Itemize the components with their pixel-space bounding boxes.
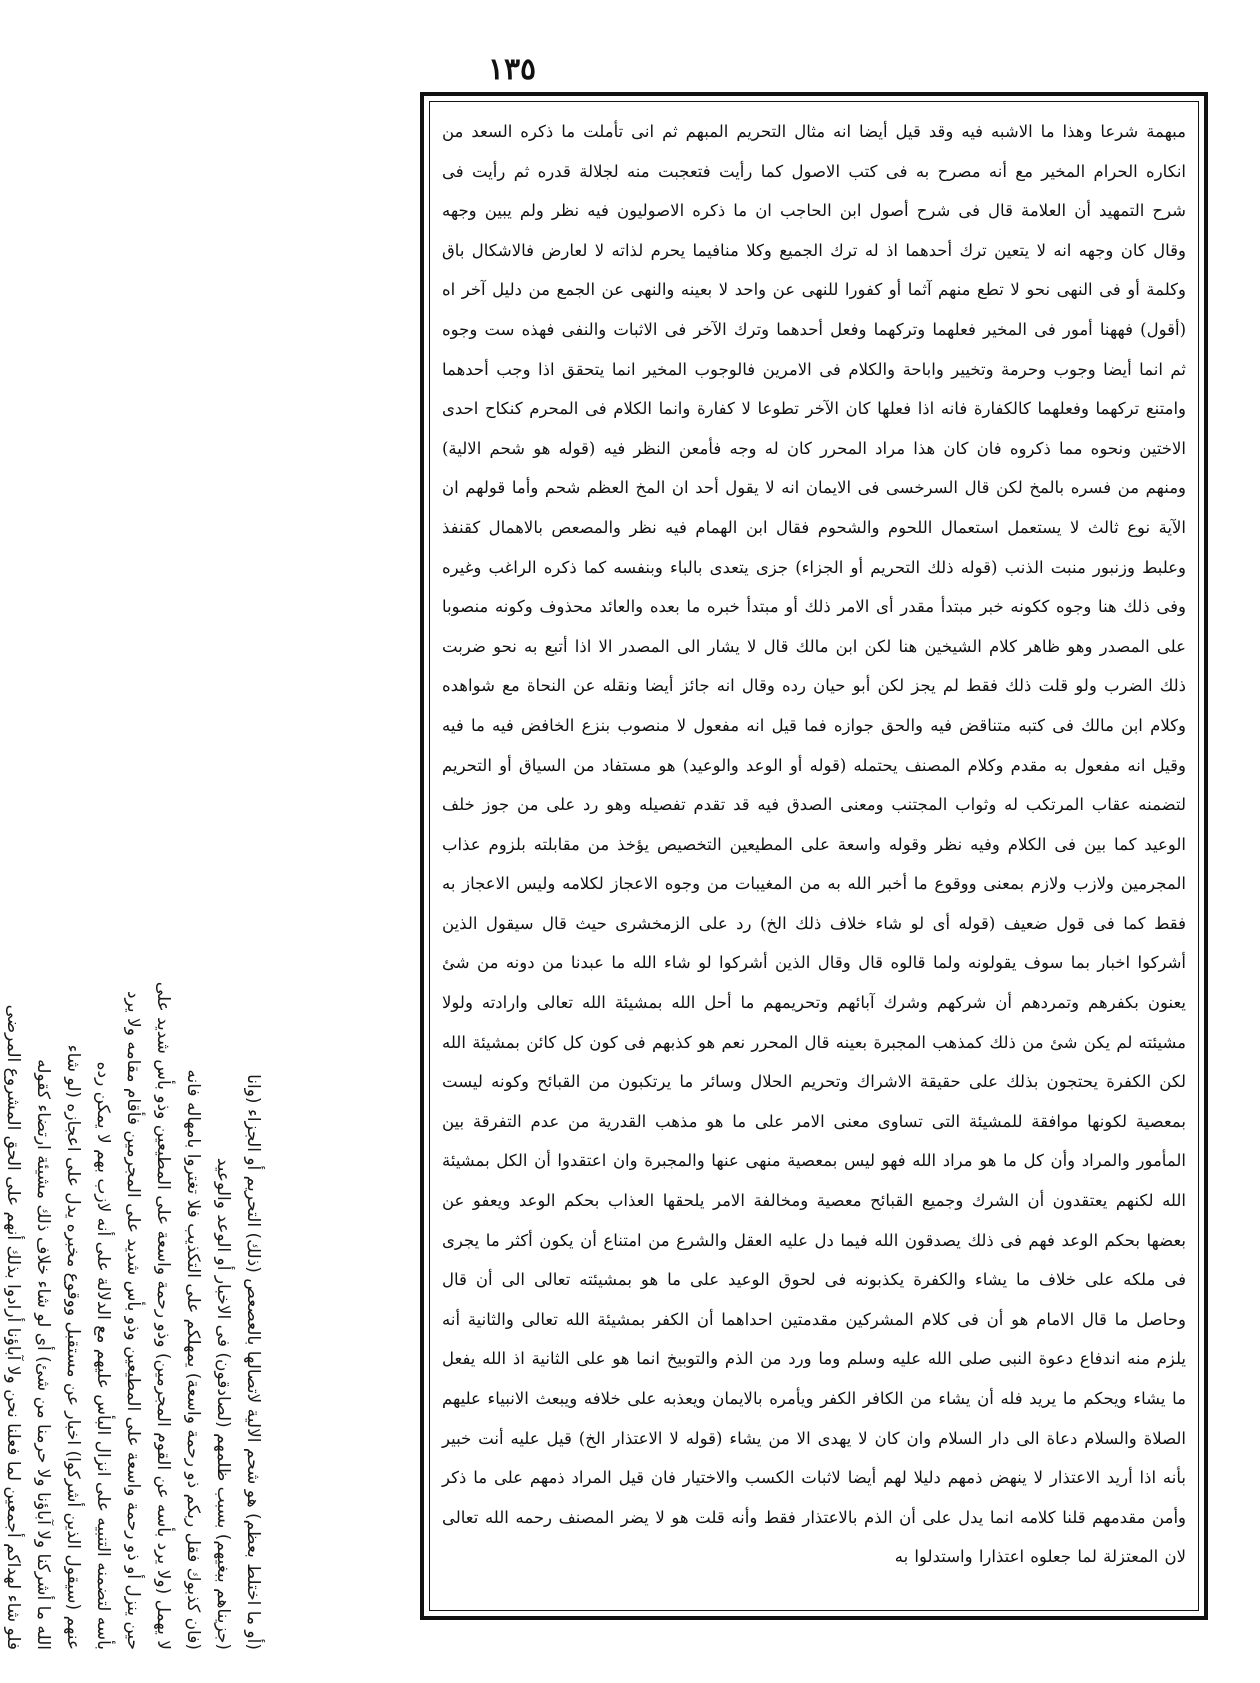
main-text-frame — [420, 92, 1208, 1620]
main-text-line: ما أخبر الله به من المغيبات من وجوه الاعجاز لكلامه وليس الاعجاز به فقط كما فى قول ضعيف (قوله — [442, 874, 1186, 933]
main-text-line: يقولونه ولما قالوه قال وقال الذين أشركوا لو شاء الله ما عبدنا من دونه من شئ يعنون بكفرهم — [442, 953, 1186, 1013]
main-text-line: هو على الثانية اذ الله يفعل ما يشاء ويحكم ما يريد فله أن يشاء من الكافر الكفر ويأمره بالايمان ويعذبه — [442, 1349, 1186, 1408]
margin-note-line: عنهم (سيقول الذين أشركوا) اخبار عن مستقبل ووقوع مخبره يدل على اعجازه (لو شاء — [63, 1044, 83, 1650]
main-text-line: المجتنب ومعنى الصدق فيه قد تقدم تفصيله وهو رد على من جوز خلف الوعيد كما بين فى الكلام وفيه نظر — [442, 795, 1186, 854]
main-text-line: آخر اه (أقول) فههنا أمور فى المخير فعلهما وتركهما وفعل أحدهما وترك الآخر فى الاثبات والنفى — [442, 280, 1187, 339]
main-text-line: يتحقق اذا وجب أحدهما وامتنع تركهما وفعلهما كالكفارة فانه اذا فعلها كان الآخر تطوعا لا كفارة — [442, 359, 1187, 419]
main-text-line: الهمام فيه نظر والمصعص بالاهمال كقنفذ وعلبط وزنبور منبت الذنب (قوله ذلك التحريم أو الجزاء) — [442, 517, 1186, 577]
main-text-line: أحد ان المخ العظم شحم وأما قولهم ان الآية نوع ثالث لا يستعمل استعمال اللحوم والشحوم فقال ابن — [442, 478, 1186, 537]
margin-note-line: لا يهمل (ولا يرد بأسه عن القوم المجرمين) وذو رحمة واسعة على المطيعين وذو بأس شديد على — [153, 981, 173, 1650]
main-text-line: من ذلك كمذهب المجبرة بعينه قال المحرر نعم هو كذبهم فى كون كل كائن بمشيئة الله لكن الكفرة — [442, 1032, 1186, 1092]
main-text-line: الله لكنهم يعتقدون أن الشرك وجميع القبائح معصية ومخالفة الامر يلحقها العذاب بحكم الوعد — [510, 1191, 1186, 1211]
main-text-line: والمراد وأن كل ما هو مراد الله فهو ليس بمعصية منهى عنها والمجبرة وان اعتقدوا أن الكل بمشيئة — [442, 1151, 1130, 1171]
main-text-line: الامر ذلك أو مبتدأ خبره ما بعده والعائد محذوف وكونه منصوبا على المصدر وهو ظاهر كلام الشيخين — [442, 597, 1186, 656]
main-text-line: مبهمة شرعا وهذا ما الاشبه فيه وقد قيل أيضا انه مثال التحريم المبهم ثم انى تأملت ما ذكره السعد من — [442, 122, 1186, 141]
main-text-line: أبو حيان رده وقال انه جائز أيضا ونقله عن النحاة مع شواهده وكلام ابن مالك فى كتبه متناقض فيه والحق — [442, 676, 1186, 735]
main-text-line: وقوله واسعة على المطيعين التخصيص يؤخذ من مقابلته بلزوم عذاب المجرمين ولازب ولازم بمعنى ووقوع — [442, 834, 1186, 894]
margin-note-line: حين ينزل أو ذو رحمة واسعة على المطيعين وذو بأس شديد على المجرمين فأقام مقامه ولا يرد — [123, 990, 143, 1650]
main-text-line: وانما الكلام فى المحرم كنكاح احدى الاختين ونحوه مما ذكروه فان كان هذا مراد المحرر كان له وجه — [442, 399, 1187, 458]
main-text-line: يكون أكثر ما يجرى فى ملكه على خلاف ما يشاء والكفرة يكذبونه فى لحوق الوعيد على ما هو بمشيئته — [442, 1230, 1186, 1290]
main-text-line: تعالى الى أن قال وحاصل ما قال الامام هو أن فى كلام المشركين مقدمتين احداهما أن الكفر بمشيئة — [442, 1270, 1186, 1329]
main-text-line: هنا لكن ابن مالك قال لا يشار الى المصدر الا اذا أتبع به نحو ضربت ذلك الضرب ولو قلت ذلك فقط لم يجز لكن — [442, 636, 1186, 696]
main-text-line: الذم بالاعتذار فقط وأنه قلت هو لا يضر المصنف رحمه الله تعالى لان المعتزلة لما جعلوه اعتذارا واستدلوا به — [442, 1507, 1186, 1567]
main-text-line: لكونها موافقة للمشيئة التى تساوى معنى الامر على ما هو مذهب القدرية من عدم التفرقة بين المأمور — [442, 1111, 1186, 1171]
main-text-line: وتمردهم أن شركهم وشرك آبائهم وتحريمهم ما أحل الله بمشيئة الله تعالى وارادته ولولا مشيئته لم يكن شئ — [442, 993, 1187, 1052]
main-text-line: يحتمله (قوله أو الوعد والوعيد) هو مستفاد من السياق أو التحريم لتضمنه عقاب المرتكب له وثواب — [442, 755, 1186, 815]
page-number: ١٣٥ — [487, 52, 537, 87]
main-text-frame-inner — [429, 101, 1199, 1611]
main-text-line: ويعفو عن بعضها بحكم الوعد فهم فى ذلك يصدقون الله فيما دل عليه العقل والشرع من امتناع أن — [442, 1191, 1186, 1250]
main-text-body — [442, 112, 1186, 1577]
main-text-line: جزى يتعدى بالباء وبنفسه كما ذكره الراغب وغيره وفى ذلك هنا وجوه ككونه خبر مبتدأ مقدر أى — [442, 557, 1187, 617]
margin-note — [3, 300, 268, 1650]
main-text-line: جوازه فما قيل انه مفعول لا منصوب بنزع الخافض فيه ما فيه وقيل انه مفعول به مقدم وكلام المصنف — [442, 715, 1186, 775]
main-text-line: أى لو شاء خلاف ذلك الخ) رد على الزمخشرى حيث قال سيقول الذين أشركوا اخبار بما سوف — [442, 913, 1187, 973]
main-text-line: فهذه ست وجوه ثم انما أيضا وجوب وحرمة وتخيير واباحة والكلام فى الامرين فالوجوب المخير انما — [442, 319, 1186, 379]
margin-note-line: بأسه لتضمنه التنبيه على انزال البأس عليهم مع الدلالة على أنه لازب بهم لا يمكن رده — [93, 1061, 113, 1650]
main-text-line: انكاره الحرام المخير مع أنه مصرح به فى كتب الاصول كما رأيت فتعجبت منه لجلالة قدره ثم رأيت فى — [442, 161, 1186, 181]
main-text-line: باق وكلمة أو فى النهى نحو لا تطع منهم آثما أو كفورا للنهى عن واحد لا بعينه والنهى عن الجمع من دليل — [442, 240, 1186, 300]
margin-note-line: الله ما أشركنا ولا آباؤنا ولا حرمنا من شئ) أى لو شاء خلاف ذلك مشيئة ارتضاء كقوله — [33, 1059, 53, 1650]
margin-note-line: (أو ما اختلط بعظم) هو شحم الالية لاتصالها بالعصعص (ذلك) التحريم أو الجزاء (وانا — [243, 1074, 263, 1650]
main-text-line: فأمعن النظر فيه (قوله هو شحم الالية) ومنهم من فسره بالمخ لكن قال السرخسى فى الايمان انه لا يقول — [442, 438, 1186, 498]
margin-note-line: (فان كذبوك فقل ربكم ذو رحمة واسعة) يمهلكم على التكذيب فلا تغتروا بامهاله فانه — [183, 1069, 203, 1650]
main-text-line: (قوله لا الاعتذار الخ) قيل عليه أنت خبير بأنه اذا أريد الاعتذار لا ينهض ذمهم دليلا لهم أيضا — [442, 1428, 1186, 1488]
main-text-line: على خلافه ويبعث الانبياء عليهم الصلاة والسلام دعاة الى دار السلام وان كان لا يهدى الا من يشاء — [442, 1389, 1186, 1448]
margin-note-line: (جزيناهم ببغيهم) بسبب ظلمهم (لصادقون) فى الاخبار أو الوعد والوعيد — [213, 1157, 233, 1650]
main-text-line: الله تعالى والثانية أنه يلزم منه اندفاع دعوة النبى صلى الله عليه وسلم وما ورد من الذم والتوبيخ انما — [442, 1309, 1186, 1369]
main-text-line: لاثبات الكسب والاختيار فان قيل المراد ذمهم على ما ذكر وأمن مقدمهم قلنا كلامه انما يدل على أن — [442, 1468, 1186, 1527]
main-text-line: يحتجون بذلك على حقيقة الاشراك وتحريم الحلال وسائر ما يرتكبون من القبائح وكونه ليست بمعصية — [442, 1072, 1186, 1131]
margin-note-line: فلو شاء لهداكم أجمعين لما فعلنا نحن ولا آباؤنا أرادوا بذلك أنهم على الحق المشروع المرضى — [3, 1004, 23, 1650]
main-text-line: وقال كان وجهه انه لا يتعين ترك أحدهما اذ له ترك الجميع وكلا منافيما يحرم لذاته لا لعارض فالاشكال — [464, 240, 1186, 260]
main-text-line: شرح التمهيد أن العلامة قال فى شرح أصول ابن الحاجب ان ما ذكره الاصوليون فيه نظر ولم يبين وجهه — [442, 201, 1186, 221]
